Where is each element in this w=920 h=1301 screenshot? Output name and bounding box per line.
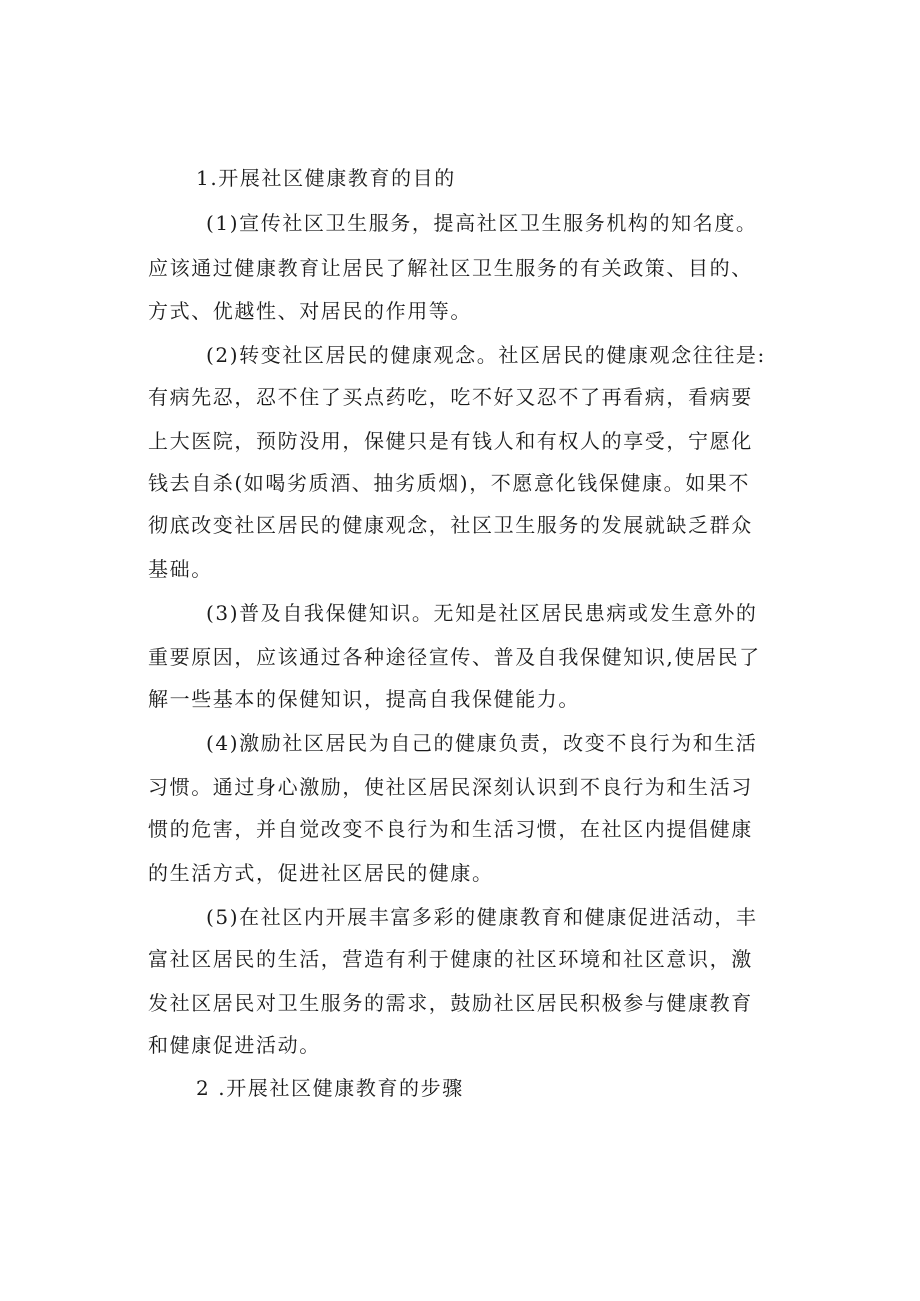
- section-heading-2: 2 .开展社区健康教育的步骤: [196, 1076, 464, 1100]
- paragraph-4-line-4: 的生活方式，促进社区居民的健康。: [148, 861, 494, 885]
- paragraph-1-line-1: (1)宣传社区卫生服务，提高社区卫生服务机构的知名度。: [206, 211, 758, 235]
- paragraph-2-line-4: 钱去自杀(如喝劣质酒、抽劣质烟)，不愿意化钱保健康。如果不: [148, 471, 751, 495]
- paragraph-4-line-1: (4)激励社区居民为自己的健康负责，改变不良行为和生活: [206, 731, 758, 755]
- paragraph-2-line-1: (2)转变社区居民的健康观念。社区居民的健康观念往往是:: [206, 343, 766, 367]
- paragraph-4-line-2: 习惯。通过身心激励，使社区居民深刻认识到不良行为和生活习: [148, 775, 753, 799]
- paragraph-5-line-4: 和健康促进活动。: [148, 1033, 321, 1057]
- paragraph-1-line-3: 方式、优越性、对居民的作用等。: [148, 299, 472, 323]
- paragraph-2-line-6: 基础。: [148, 557, 213, 581]
- paragraph-2-line-3: 上大医院，预防没用，保健只是有钱人和有权人的享受，宁愿化: [148, 429, 753, 453]
- paragraph-3-line-1: (3)普及自我保健知识。无知是社区居民患病或发生意外的: [206, 601, 758, 625]
- paragraph-2-line-2: 有病先忍，忍不住了买点药吃，吃不好又忍不了再看病，看病要: [148, 385, 753, 409]
- paragraph-4-line-3: 惯的危害，并自觉改变不良行为和生活习惯，在社区内提倡健康: [148, 817, 753, 841]
- paragraph-5-line-1: (5)在社区内开展丰富多彩的健康教育和健康促进活动，丰: [206, 905, 758, 929]
- section-heading-1: 1.开展社区健康教育的目的: [196, 166, 456, 190]
- paragraph-2-line-5: 彻底改变社区居民的健康观念，社区卫生服务的发展就缺乏群众: [148, 513, 753, 537]
- paragraph-3-line-2: 重要原因，应该通过各种途径宣传、普及自我保健知识,使居民了: [148, 645, 761, 669]
- paragraph-1-line-2: 应该通过健康教育让居民了解社区卫生服务的有关政策、目的、: [148, 256, 753, 280]
- paragraph-5-line-2: 富社区居民的生活，营造有利于健康的社区环境和社区意识，激: [148, 947, 753, 971]
- paragraph-3-line-3: 解一些基本的保健知识，提高自我保健能力。: [148, 687, 580, 711]
- paragraph-5-line-3: 发社区居民对卫生服务的需求，鼓励社区居民积极参与健康教育: [148, 991, 753, 1015]
